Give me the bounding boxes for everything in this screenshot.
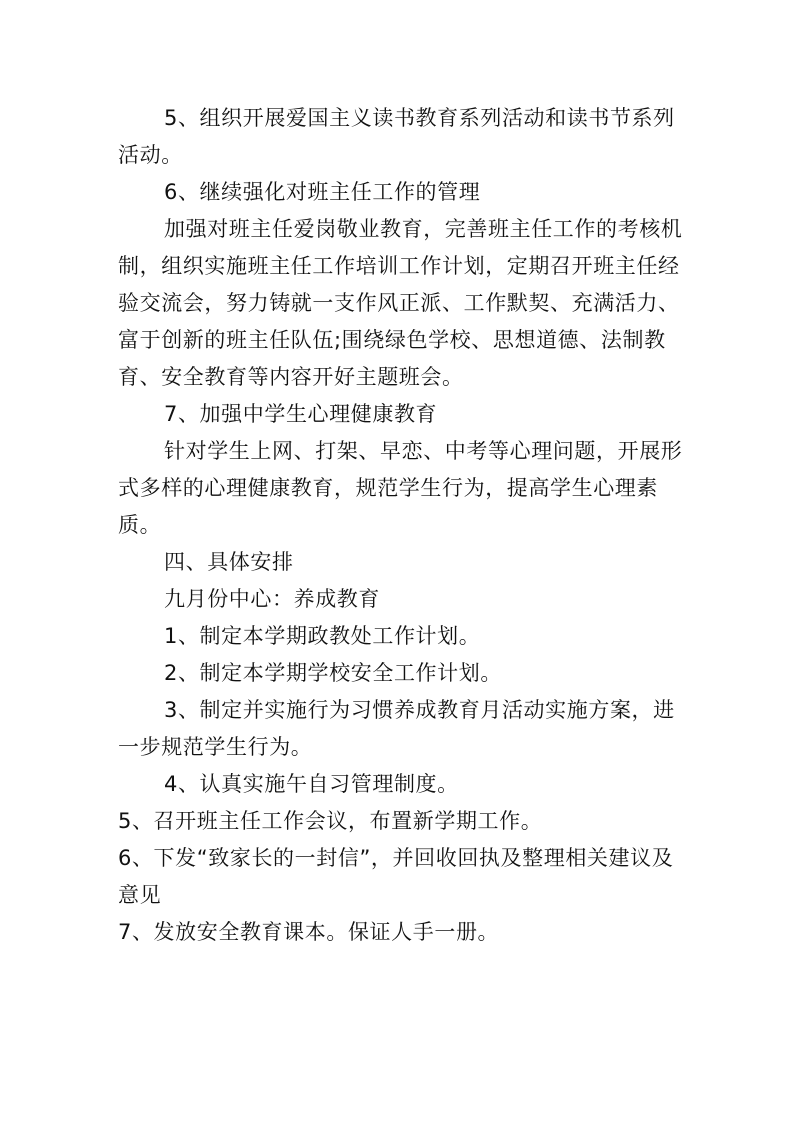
list-item-6: 6、下发“致家长的一封信”，并回收回执及整理相关建议及意见 — [118, 846, 674, 907]
list-item-2: 2、制定本学期学校安全工作计划。 — [164, 661, 502, 685]
list-item-4: 4、认真实施午自习管理制度。 — [164, 772, 459, 796]
heading-mental-health-education: 7、加强中学生心理健康教育 — [164, 402, 438, 426]
list-item-1: 1、制定本学期政教处工作计划。 — [164, 624, 481, 648]
list-item-3: 3、制定并实施行为习惯养成教育月活动实施方案，进一步规范学生行为。 — [118, 698, 675, 759]
september-focus: 九月份中心：养成教育 — [164, 587, 380, 611]
paragraph-class-teacher-training: 加强对班主任爱岗敬业教育，完善班主任工作的考核机制，组织实施班主任工作培训工作计划，定期召开班主任经验交流会，努力铸就一支作风正派、工作默契、充满活力、富于创新的班主任队伍;围绕绿色学校、思想道德、法制教育、安全教育等内容开好主题班会。 — [118, 217, 683, 389]
heading-class-teacher-management: 6、继续强化对班主任工作的管理 — [164, 180, 481, 204]
paragraph-reading-activities: 5、组织开展爱国主义读书教育系列活动和读书节系列活动。 — [118, 106, 675, 167]
document-body — [118, 100, 688, 951]
section-heading-arrangements: 四、具体安排 — [164, 550, 294, 574]
list-item-7: 7、发放安全教育课本。保证人手一册。 — [118, 920, 500, 944]
paragraph-mental-health: 针对学生上网、打架、早恋、中考等心理问题，开展形式多样的心理健康教育，规范学生行为，提高学生心理素质。 — [118, 439, 683, 537]
list-item-5: 5、召开班主任工作会议，布置新学期工作。 — [118, 809, 543, 833]
